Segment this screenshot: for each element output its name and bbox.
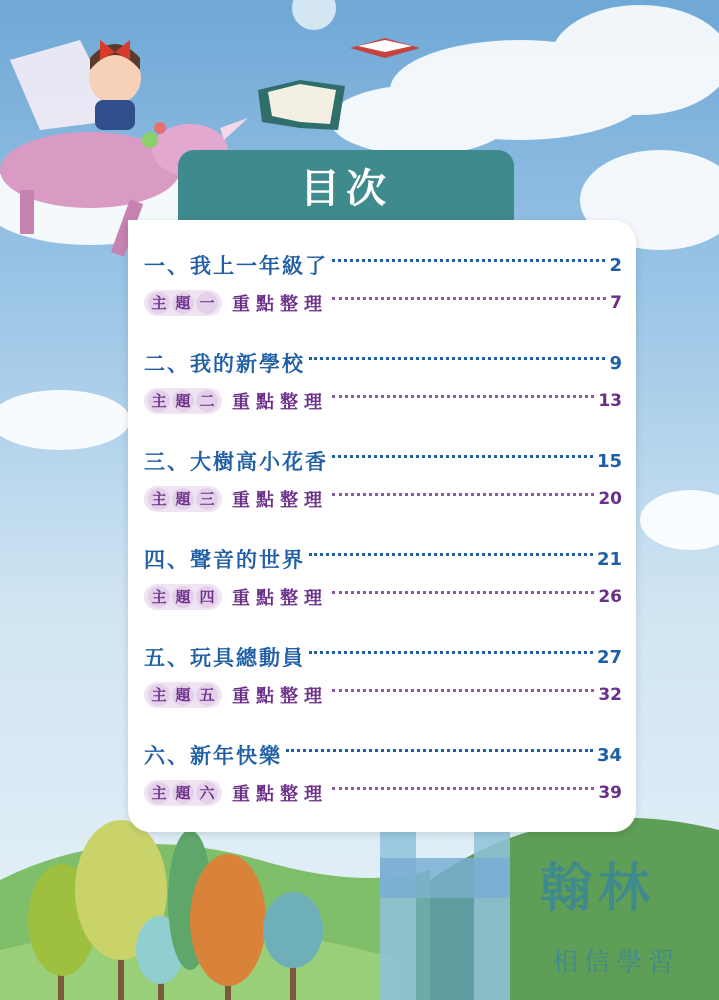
review-page: 7 (610, 293, 622, 313)
dot-leader (332, 787, 594, 790)
badge-char: 主 (148, 782, 170, 804)
chapter-title: 四、聲音的世界 (144, 548, 305, 572)
chapter-title: 一、我上一年級了 (144, 254, 328, 278)
toc-review-5[interactable] (144, 680, 622, 710)
badge-char: 主 (148, 684, 170, 706)
toc-chapter-2[interactable] (144, 348, 622, 378)
badge-char: 題 (172, 488, 194, 510)
dot-leader (332, 297, 606, 300)
chapter-page: 9 (609, 352, 622, 374)
review-title: 重點整理 (232, 294, 328, 315)
flying-book-icon (350, 38, 420, 58)
chapter-page: 34 (596, 744, 622, 766)
toc-review-4[interactable] (144, 582, 622, 612)
badge-char: 題 (172, 586, 194, 608)
toc-review-3[interactable] (144, 484, 622, 514)
dot-leader (332, 591, 594, 594)
toc-chapter-6[interactable] (144, 740, 622, 770)
review-page: 39 (598, 783, 622, 803)
badge-char: 一 (196, 292, 218, 314)
dot-leader (309, 651, 593, 654)
toc-chapter-3[interactable] (144, 446, 622, 476)
theme-badge (144, 682, 222, 708)
badge-char: 主 (148, 292, 170, 314)
chapter-page: 15 (596, 450, 622, 472)
review-title: 重點整理 (232, 784, 328, 805)
review-title: 重點整理 (232, 588, 328, 609)
review-title: 重點整理 (232, 686, 328, 707)
dot-leader (332, 259, 605, 262)
dot-leader (332, 493, 594, 496)
dot-leader (332, 689, 594, 692)
toc-chapter-5[interactable] (144, 642, 622, 672)
dot-leader (332, 395, 594, 398)
toc-chapter-4[interactable] (144, 544, 622, 574)
badge-char: 主 (148, 488, 170, 510)
open-book-icon (258, 80, 345, 130)
review-page: 32 (598, 685, 622, 705)
dot-leader (309, 553, 593, 556)
review-page: 13 (598, 391, 622, 411)
badge-char: 五 (196, 684, 218, 706)
chapter-page: 2 (609, 254, 622, 276)
theme-badge (144, 486, 222, 512)
badge-char: 二 (196, 390, 218, 412)
chapter-page: 21 (596, 548, 622, 570)
review-title: 重點整理 (232, 490, 328, 511)
toc-panel (128, 220, 636, 832)
sun-icon (292, 0, 336, 30)
toc-review-1[interactable] (144, 288, 622, 318)
theme-badge (144, 584, 222, 610)
toc-review-6[interactable] (144, 778, 622, 808)
badge-char: 題 (172, 390, 194, 412)
chapter-title: 六、新年快樂 (144, 744, 282, 768)
dot-leader (309, 357, 605, 360)
badge-char: 六 (196, 782, 218, 804)
theme-badge (144, 290, 222, 316)
badge-char: 三 (196, 488, 218, 510)
review-page: 20 (598, 489, 622, 509)
badge-char: 題 (172, 292, 194, 314)
badge-char: 四 (196, 586, 218, 608)
toc-review-2[interactable] (144, 386, 622, 416)
dot-leader (286, 749, 593, 752)
chapter-title: 五、玩具總動員 (144, 646, 305, 670)
badge-char: 題 (172, 684, 194, 706)
chapter-title: 三、大樹高小花香 (144, 450, 328, 474)
review-page: 26 (598, 587, 622, 607)
theme-badge (144, 780, 222, 806)
dot-leader (332, 455, 593, 458)
review-title: 重點整理 (232, 392, 328, 413)
badge-char: 主 (148, 586, 170, 608)
toc-title-tab (178, 150, 514, 220)
chapter-title: 二、我的新學校 (144, 352, 305, 376)
badge-char: 主 (148, 390, 170, 412)
brand-slogan: 相信學習 (552, 948, 681, 978)
toc-chapter-1[interactable] (144, 250, 622, 280)
brand-logo: 翰林 (540, 859, 657, 919)
toc-title: 目次 (300, 165, 392, 212)
theme-badge (144, 388, 222, 414)
chapter-page: 27 (596, 646, 622, 668)
badge-char: 題 (172, 782, 194, 804)
